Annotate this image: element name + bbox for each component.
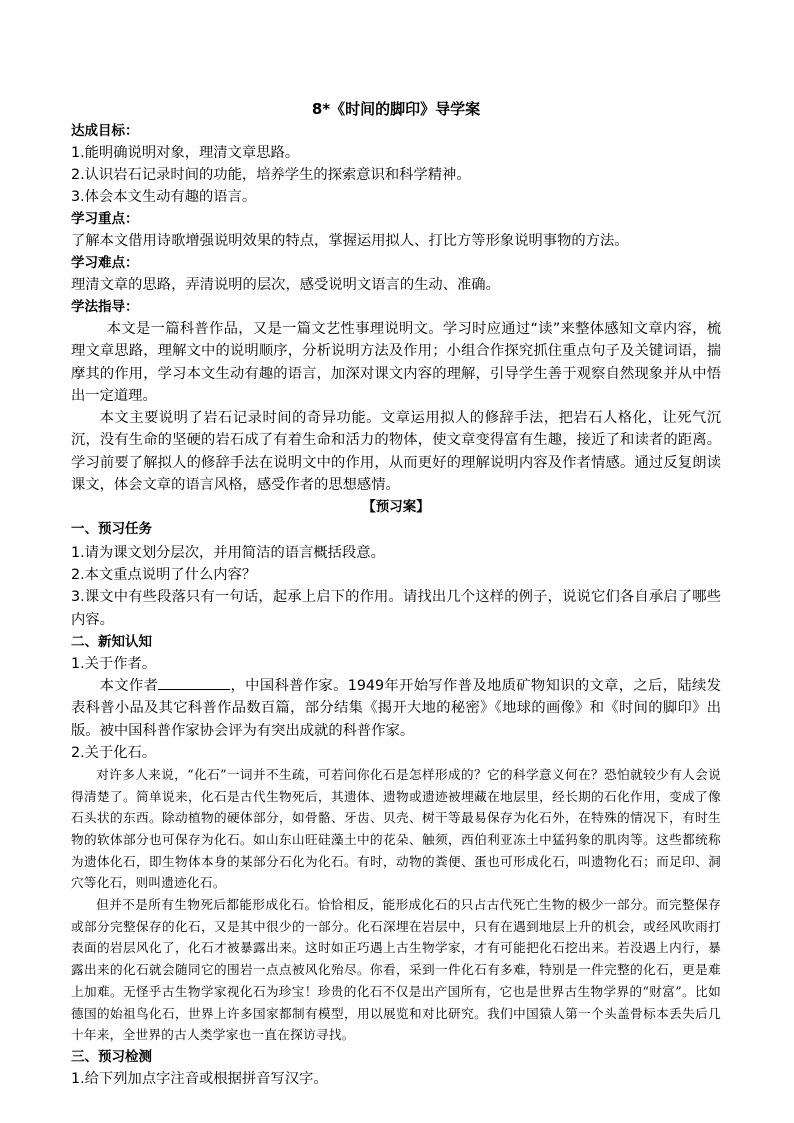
task-item-3: 3.课文中有些段落只有一句话，起承上启下的作用。请找出几个这样的例子，说说它们各自承启了哪些内容。 [71,589,721,628]
author-paragraph [71,675,721,742]
check-heading: 三、预习检测 [71,1049,152,1065]
document-page [71,98,721,1090]
author-text-after: ，中国科普作家。1949年开始写作普及地质矿物知识的文章，之后，陆续发表科普小品及其它科普作品数百篇，部分结集《揭开大地的秘密》《地球的画像》和《时间的脚印》出版。被中国科普作家协会评为有突出成就的科普作家。 [71,677,721,739]
focus-text: 了解本文借用诗歌增强说明效果的特点，掌握运用拟人、打比方等形象说明事物的方法。 [71,233,629,249]
page-title: 8*《时间的脚印》导学案 [311,100,481,118]
knowledge-heading: 二、新知认知 [71,633,152,650]
method-paragraph-2: 本文主要说明了岩石记录时间的奇异功能。文章运用拟人的修辞手法，把岩石人格化，让死气沉沉，没有生命的坚硬的岩石成了有着生命和活力的物体，使文章变得富有生趣，接近了和读者的距离。学习前要了解拟人的修辞手法在说明文中的作用，从而更好的理解说明内容及作者情感。通过反复朗读课文，体会文章的语言风格，感受作者的思想感情。 [71,410,721,494]
method-heading: 学法指导： [71,299,139,315]
method-paragraph-1: 本文是一篇科普作品，又是一篇文艺性事理说明文。学习时应通过“读”来整体感知文章内容，梳理文章思路，理解文中的说明顺序，分析说明方法及作用；小组合作探究抓住重点句子及关键词语，揣摩其的作用，学习本文生动有趣的语言，加深对课文内容的理解，引导学生善于观察自然现象并从中悟出一定道理。 [71,321,721,404]
goal-item-3: 3.体会本文生动有趣的语言。 [71,189,257,205]
task-item-2: 2.本文重点说明了什么内容？ [71,567,257,584]
goals-heading: 达成目标： [71,123,139,139]
fossil-heading: 2.关于化石。 [71,744,157,761]
task-heading: 一、预习任务 [71,521,152,538]
fossil-paragraph-2: 但并不是所有生物死后都能形成化石。恰恰相反，能形成化石的只占古代死亡生物的极少一部分。而完整保存或部分完整保存的化石，又是其中很少的一部分。化石深埋在岩层中，只有在遇到地层上升的机会，或经风吹雨打表面的岩层风化了，化石才被暴露出来。这时如正巧遇上古生物学家，才有可能把化石挖出来。若没遇上内行，暴露出来的化石就会随同它的围岩一点点被风化殆尽。你看，采到一件化石有多难，特别是一件完整的化石，更是难上加难。无怪乎古生物学家视化石为珍宝！珍贵的化石不仅是出产国所有，它也是世界古生物学界的“财富”。比如德国的始祖鸟化石，世界上许多国家都制有模型，用以展览和对比研究。我们中国猿人第一个头盖骨标本丢失后几十年来，全世界的古人类学家也一直在探访寻找。 [71,897,721,1043]
difficulty-heading: 学习难点： [71,255,139,271]
fossil-paragraph-1: 对许多人来说，“化石”一词并不生疏，可若问你化石是怎样形成的？它的科学意义何在？恐怕就较少有人会说得清楚了。简单说来，化石是古代生物死后，其遗体、遗物或遗迹被埋藏在地层里，经长期的石化作用，变成了像石头状的东西。除动植物的硬体部分，如骨骼、牙齿、贝壳、树干等最易保存为化石外，在特殊的情况下，有时生物的软体部分也可保存为化石。如山东山旺硅藻土中的花朵、触须，西伯利亚冻土中猛犸象的肌肉等。这些都统称为遗体化石，即生物体本身的某部分石化为化石。有时，动物的粪便、蛋也可形成化石，叫遗物化石；而足印、洞穴等化石，则叫遗迹化石。 [71,766,721,891]
task-item-1: 1.请为课文划分层次，并用简洁的语言概括段意。 [71,545,385,562]
check-item-1: 1.给下列加点字注音或根据拼音写汉字。 [71,1071,328,1087]
goal-item-2: 2.认识岩石记录时间的功能，培养学生的探索意识和科学精神。 [71,167,471,183]
difficulty-text: 理清文章的思路，弄清说明的层次，感受说明文语言的生动、准确。 [71,277,500,293]
goal-item-1: 1.能明确说明对象，理清文章思路。 [71,145,300,161]
focus-heading: 学习重点： [71,211,139,227]
preview-heading: 【预习案】 [362,499,430,516]
author-blank[interactable] [158,675,230,690]
author-heading: 1.关于作者。 [71,655,157,672]
author-text-before: 本文作者 [99,677,159,694]
